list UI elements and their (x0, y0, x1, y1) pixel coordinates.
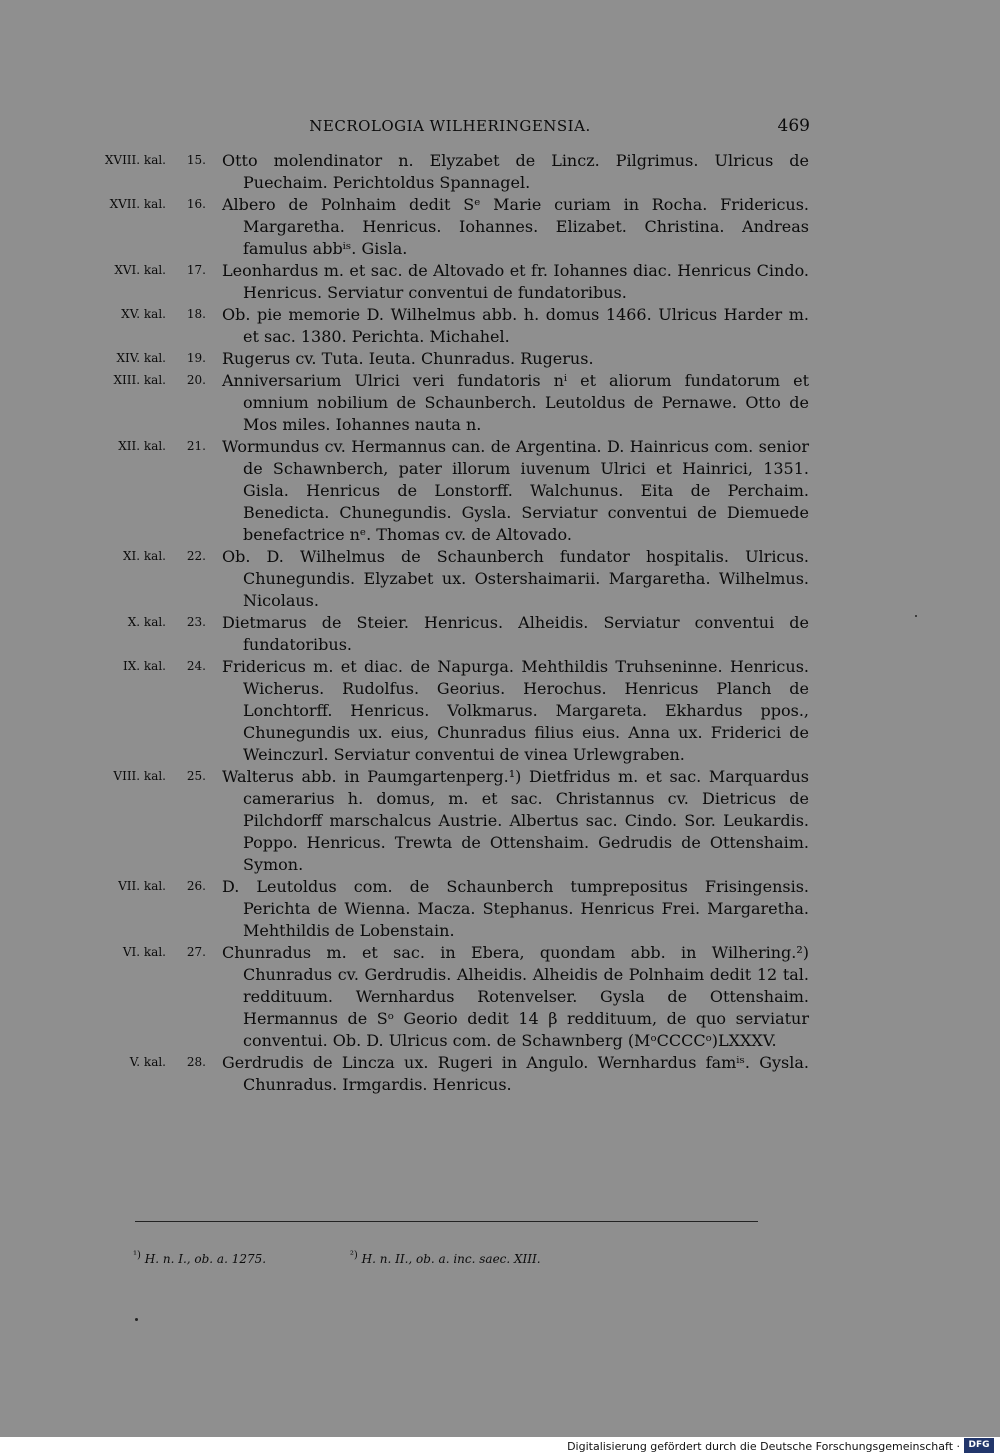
necrology-entry (0, 436, 1000, 546)
day-number: 20. (186, 373, 206, 387)
footnote-1: $^{^1)}$ H. n. I., ob. a. 1275. (133, 1250, 267, 1266)
calendar-date: XI. kal. (123, 549, 166, 563)
calendar-date: VI. kal. (122, 945, 166, 959)
entry-text-content: Ob. D. Wilhelmus de Schaunberch fundator hospitalis. Ulricus. Chunegundis. Elyzabet ux. Ostershaimarii. Margaretha. Wilhelmus. Nicolaus. (222, 547, 809, 610)
entry-text-content: Walterus abb. in Paumgartenperg.¹) Dietfridus m. et sac. Marquardus camerarius h. domus, m. et sac. Christannus cv. Dietricus de Pilchdorff marschalcus Austrie. Albertus sac. Cindo. Sor. Leukardis. Poppo. Henricus. Trewta de Ottenshaim. Gedrudis de Ottenshaim. Symon. (222, 767, 809, 874)
day-number: 17. (186, 263, 206, 277)
entry-text (222, 348, 809, 370)
calendar-date: XV. kal. (121, 307, 166, 321)
entry-text (222, 942, 809, 1052)
entry-text (222, 1052, 809, 1096)
day-number: 28. (186, 1055, 206, 1069)
necrology-entry (0, 876, 1000, 942)
calendar-date: IX. kal. (123, 659, 166, 673)
day-number: 22. (186, 549, 206, 563)
digitization-credit: Digitalisierung gefördert durch die Deutsche Forschungsgemeinschaft · (567, 1440, 960, 1453)
entry-text (222, 436, 809, 546)
calendar-date: V. kal. (129, 1055, 166, 1069)
calendar-date: XIV. kal. (116, 351, 166, 365)
footnotes (133, 1250, 783, 1266)
entry-text (222, 656, 809, 766)
entry-text-content: Anniversarium Ulrici veri fundatoris nⁱ et aliorum fundatorum et omnium nobilium de Schaunberch. Leutoldus de Pernawe. Otto de Mos miles. Iohannes nauta n. (222, 371, 809, 434)
day-number: 25. (186, 769, 206, 783)
day-number: 27. (186, 945, 206, 959)
calendar-date: VIII. kal. (113, 769, 166, 783)
entry-text (222, 612, 809, 656)
footnote-2: $^{^2)}$ H. n. II., ob. a. inc. saec. XIII. (349, 1250, 541, 1266)
entry-text-content: D. Leutoldus com. de Schaunberch tumprepositus Frisingensis. Perichta de Wienna. Macza. Stephanus. Henricus Frei. Margaretha. Mehthildis de Lobenstain. (222, 877, 809, 940)
necrology-entry (0, 304, 1000, 348)
footnote-divider (135, 1221, 758, 1222)
entry-text-content: Fridericus m. et diac. de Napurga. Mehthildis Truhseninne. Henricus. Wicherus. Rudolfus. Georius. Herochus. Henricus Planch de Lonchtorff. Henricus. Volkmarus. Margareta. Ekhardus ppos., Chunegundis ux. eius, Chunradus filius eius. Anna ux. Friderici de Weinczurl. Serviatur conventui de vinea Urlewgraben. (222, 657, 809, 764)
entry-text-content: Leonhardus m. et sac. de Altovado et fr. Iohannes diac. Henricus Cindo. Henricus. Serviatur conventui de fundatoribus. (222, 261, 809, 302)
calendar-date: XVI. kal. (114, 263, 166, 277)
calendar-date: XVIII. kal. (104, 153, 166, 167)
day-number: 18. (186, 307, 206, 321)
necrology-entry (0, 150, 1000, 194)
necrology-entry (0, 370, 1000, 436)
necrology-entry (0, 348, 1000, 370)
dfg-logo: DFG (964, 1438, 994, 1453)
necrology-entries (0, 150, 1000, 1096)
entry-text-content: Wormundus cv. Hermannus can. de Argentina. D. Hainricus com. senior de Schawnberch, pater illorum iuvenum Ulrici et Hainrici, 1351. Gisla. Henricus de Lonstorff. Walchunus. Eita de Perchaim. Benedicta. Chunegundis. Gysla. Serviatur conventui de Diemuede benefactrice nᵉ. Thomas cv. de Altovado. (222, 437, 809, 544)
entry-text-content: Dietmarus de Steier. Henricus. Alheidis. Serviatur conventui de fundatoribus. (222, 613, 809, 654)
day-number: 23. (186, 615, 206, 629)
necrology-entry (0, 546, 1000, 612)
entry-text (222, 260, 809, 304)
entry-text-content: Otto molendinator n. Elyzabet de Lincz. Pilgrimus. Ulricus de Puechaim. Perichtoldus Spannagel. (222, 151, 809, 192)
calendar-date: XIII. kal. (113, 373, 166, 387)
necrology-entry (0, 766, 1000, 876)
calendar-date: XII. kal. (118, 439, 166, 453)
scan-speck (915, 615, 917, 617)
entry-text (222, 546, 809, 612)
calendar-date: X. kal. (127, 615, 166, 629)
entry-text (222, 766, 809, 876)
entry-text (222, 150, 809, 194)
entry-text-content: Albero de Polnhaim dedit Sᵉ Marie curiam in Rocha. Fridericus. Margaretha. Henricus. Iohannes. Elizabet. Christina. Andreas famulus abbⁱˢ. Gisla. (222, 195, 809, 258)
page-number: 469 (777, 116, 810, 136)
entry-text (222, 876, 809, 942)
necrology-entry (0, 656, 1000, 766)
day-number: 16. (186, 197, 206, 211)
entry-text (222, 370, 809, 436)
scan-speck (135, 1318, 138, 1321)
necrology-entry (0, 194, 1000, 260)
day-number: 21. (186, 439, 206, 453)
necrology-entry (0, 942, 1000, 1052)
entry-text-content: Ob. pie memorie D. Wilhelmus abb. h. domus 1466. Ulricus Harder m. et sac. 1380. Perichta. Michahel. (222, 305, 809, 346)
entry-text (222, 194, 809, 260)
running-header-title: NECROLOGIA WILHERINGENSIA. (309, 117, 591, 135)
entry-text-content: Chunradus m. et sac. in Ebera, quondam abb. in Wilhering.²) Chunradus cv. Gerdrudis. Alheidis. Alheidis de Polnhaim dedit 12 tal. reddituum. Wernhardus Rotenvelser. Gysla de Ottenshaim. Hermannus de Sᵒ Georio dedit 14 β reddituum, de quo serviatur conventui. Ob. D. Ulricus com. de Schawnberg (MᵒCCCCᵒ)LXXXV. (222, 943, 809, 1050)
day-number: 24. (186, 659, 206, 673)
calendar-date: VII. kal. (118, 879, 166, 893)
necrology-entry (0, 260, 1000, 304)
day-number: 26. (186, 879, 206, 893)
day-number: 19. (186, 351, 206, 365)
calendar-date: XVII. kal. (109, 197, 166, 211)
day-number: 15. (186, 153, 206, 167)
necrology-entry (0, 1052, 1000, 1096)
entry-text-content: Rugerus cv. Tuta. Ieuta. Chunradus. Rugerus. (222, 349, 594, 368)
necrology-entry (0, 612, 1000, 656)
entry-text-content: Gerdrudis de Lincza ux. Rugeri in Angulo. Wernhardus famⁱˢ. Gysla. Chunradus. Irmgardis. Henricus. (222, 1053, 809, 1094)
entry-text (222, 304, 809, 348)
